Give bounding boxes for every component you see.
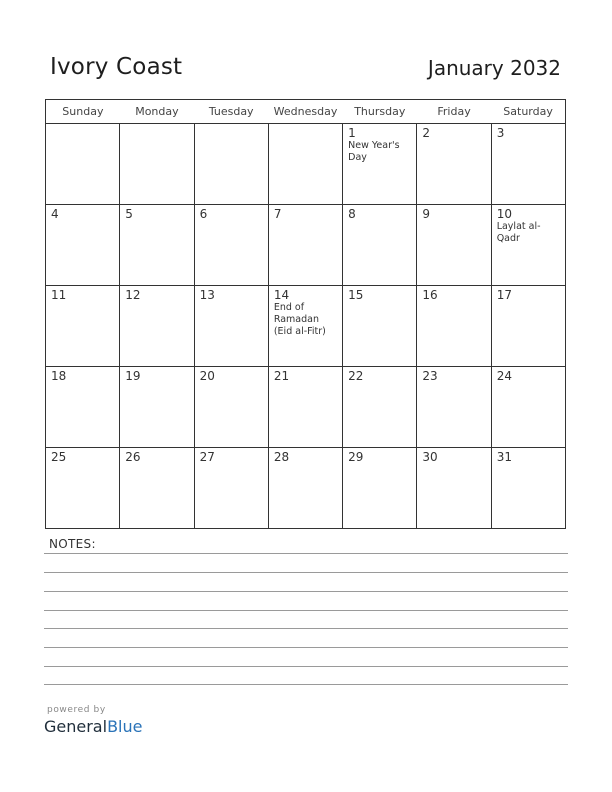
day-number: 7 xyxy=(273,207,282,221)
day-number: 28 xyxy=(273,450,290,464)
notes-label: NOTES: xyxy=(49,537,96,551)
calendar-week-row xyxy=(46,205,566,286)
calendar-day-cell xyxy=(417,286,491,367)
day-number: 20 xyxy=(199,369,215,383)
calendar-day-cell xyxy=(343,286,417,367)
calendar-day-cell xyxy=(343,448,417,529)
note-line xyxy=(44,591,568,592)
note-line xyxy=(44,553,568,554)
day-number: 2 xyxy=(422,126,431,140)
calendar-day-cell xyxy=(268,286,342,367)
calendar-week-row xyxy=(46,286,566,367)
brand-blue: Blue xyxy=(107,717,143,736)
calendar-day-cell xyxy=(120,286,194,367)
calendar-day-cell xyxy=(417,367,491,448)
calendar-day-cell xyxy=(194,205,268,286)
calendar-day-cell xyxy=(268,367,342,448)
note-line xyxy=(44,628,568,629)
calendar-day-cell xyxy=(194,367,268,448)
calendar-day-cell xyxy=(120,124,194,205)
calendar-day-cell xyxy=(491,205,565,286)
calendar-day-cell xyxy=(268,124,342,205)
calendar-day-cell xyxy=(46,286,120,367)
calendar-day-cell xyxy=(268,205,342,286)
calendar-day-cell xyxy=(417,448,491,529)
day-number: 12 xyxy=(125,288,141,302)
day-number: 26 xyxy=(125,450,141,464)
calendar-day-cell xyxy=(194,124,268,205)
month-year-title: January 2032 xyxy=(427,56,561,80)
calendar-day-cell xyxy=(491,448,565,529)
calendar-day-cell xyxy=(343,205,417,286)
calendar-day-cell xyxy=(491,367,565,448)
day-number: 15 xyxy=(348,288,364,302)
day-number: 5 xyxy=(125,207,133,221)
day-number: 19 xyxy=(125,369,141,383)
weekday-header: Thursday xyxy=(343,100,417,124)
note-line xyxy=(44,572,568,573)
day-number: 18 xyxy=(51,369,67,383)
weekday-header: Sunday xyxy=(46,100,120,124)
day-number: 29 xyxy=(348,450,364,464)
note-line xyxy=(44,666,568,667)
calendar-day-cell xyxy=(491,286,565,367)
calendar-week-row xyxy=(46,124,566,205)
day-number: 25 xyxy=(51,450,67,464)
day-number: 21 xyxy=(273,369,290,383)
calendar-week-row xyxy=(46,367,566,448)
note-line xyxy=(44,647,568,648)
page-title-country: Ivory Coast xyxy=(50,54,183,80)
day-number: 6 xyxy=(199,207,208,221)
calendar-day-cell xyxy=(194,286,268,367)
day-number: 9 xyxy=(422,207,431,221)
calendar-grid xyxy=(45,99,566,529)
weekday-header: Monday xyxy=(120,100,194,124)
calendar-day-cell xyxy=(46,124,120,205)
calendar-week-row xyxy=(46,448,566,529)
calendar-day-cell xyxy=(268,448,342,529)
day-number: 16 xyxy=(422,288,438,302)
day-number: 14 xyxy=(273,288,290,302)
day-number: 4 xyxy=(51,207,59,221)
day-number: 3 xyxy=(496,126,505,140)
holiday-label: New Year's Day xyxy=(348,140,400,163)
powered-by-text: powered by xyxy=(47,705,106,715)
calendar-day-cell xyxy=(491,124,565,205)
calendar-day-cell xyxy=(343,124,417,205)
calendar-day-cell xyxy=(120,367,194,448)
weekday-header: Saturday xyxy=(491,100,565,124)
day-number: 31 xyxy=(496,450,512,464)
day-number: 27 xyxy=(199,450,215,464)
day-number: 24 xyxy=(496,369,512,383)
note-line xyxy=(44,610,568,611)
day-number: 1 xyxy=(348,126,356,140)
day-number: 8 xyxy=(348,207,356,221)
weekday-header: Tuesday xyxy=(194,100,268,124)
calendar-day-cell xyxy=(343,367,417,448)
day-number: 30 xyxy=(422,450,438,464)
calendar-day-cell xyxy=(194,448,268,529)
calendar-day-cell xyxy=(46,448,120,529)
weekday-header: Friday xyxy=(417,100,491,124)
holiday-label: End of Ramadan (Eid al-Fitr) xyxy=(273,302,326,337)
weekday-header-row xyxy=(46,100,566,124)
day-number: 13 xyxy=(199,288,215,302)
calendar-day-cell xyxy=(417,205,491,286)
calendar-day-cell xyxy=(120,205,194,286)
calendar-day-cell xyxy=(46,205,120,286)
holiday-label: Laylat al-Qadr xyxy=(496,221,541,244)
day-number: 22 xyxy=(348,369,364,383)
day-number: 23 xyxy=(422,369,438,383)
day-number: 17 xyxy=(496,288,512,302)
day-number: 11 xyxy=(51,288,67,302)
note-line xyxy=(44,684,568,685)
calendar-day-cell xyxy=(46,367,120,448)
brand-general: General xyxy=(44,717,108,736)
weekday-header: Wednesday xyxy=(268,100,342,124)
calendar-day-cell xyxy=(417,124,491,205)
generalblue-logo xyxy=(44,717,142,736)
day-number: 10 xyxy=(496,207,512,221)
calendar-day-cell xyxy=(120,448,194,529)
